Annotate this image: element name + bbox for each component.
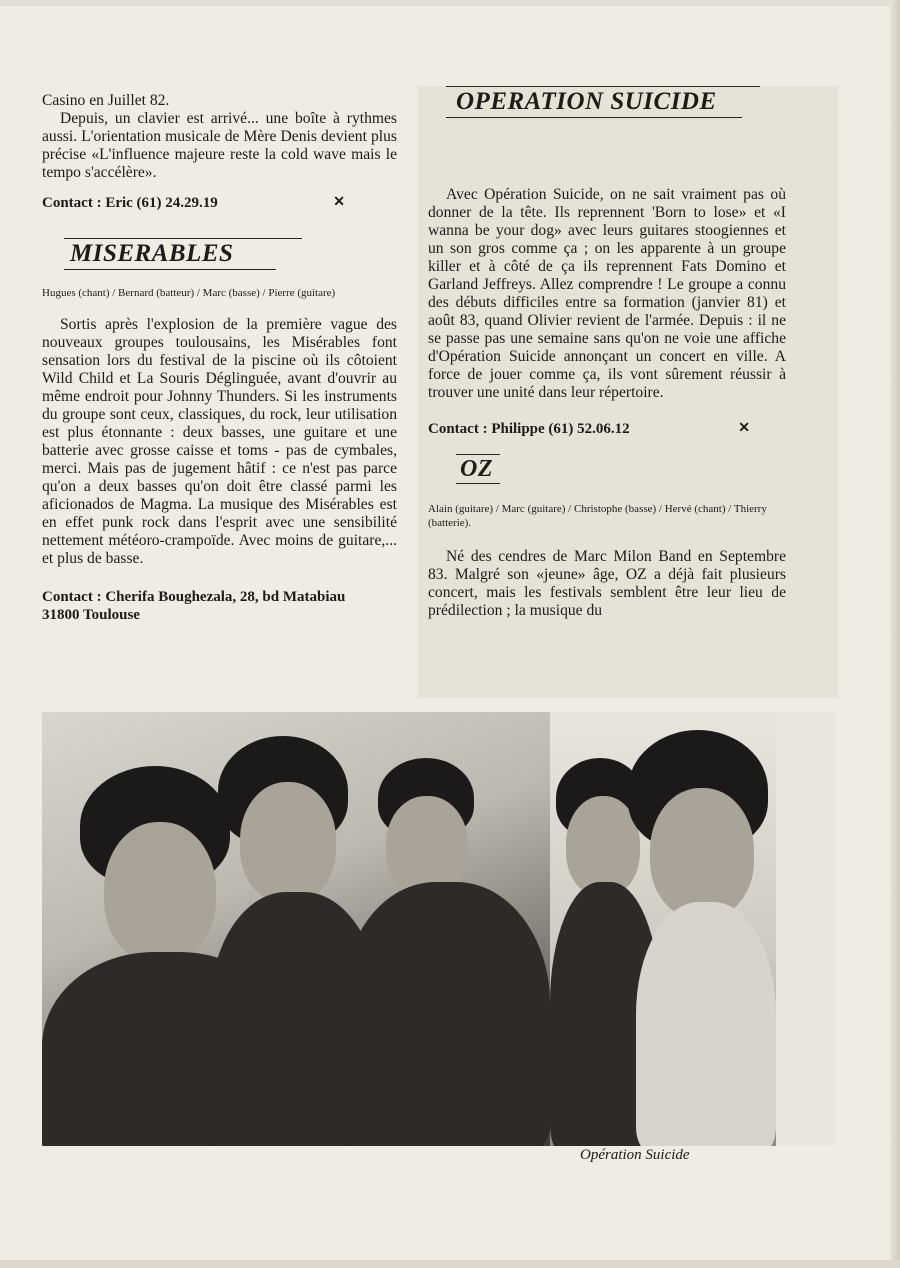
oz-members: Alain (guitare) / Marc (guitare) / Christophe (basse) / Hervé (chant) / Thierry (batterie). bbox=[428, 503, 767, 529]
contact-philippe-text: Contact : Philippe (61) 52.06.12 bbox=[428, 421, 630, 437]
oz-heading-block bbox=[428, 454, 786, 484]
photo-caption: Opération Suicide bbox=[580, 1147, 690, 1163]
band-member-face bbox=[650, 788, 754, 918]
intro-line: Casino en Juillet 82. bbox=[42, 92, 170, 109]
band-member-face bbox=[104, 822, 216, 962]
separator-mark-icon: ✕ bbox=[333, 195, 345, 210]
page-binding-edge bbox=[890, 0, 900, 1268]
photo-margin bbox=[776, 712, 836, 1146]
heading-rule-bottom bbox=[446, 117, 742, 118]
page-edge-bottom bbox=[0, 1260, 900, 1268]
band-member-body bbox=[342, 882, 550, 1146]
miserables-heading-block bbox=[42, 238, 397, 270]
oz-body: Né des cendres de Marc Milon Band en Septembre 83. Malgré son «jeune» âge, OZ a déjà fait plusieurs concert, mais les festivals semblent être leur lieu de prédilection ; la musique du bbox=[428, 548, 786, 619]
heading-rule-bottom bbox=[64, 269, 276, 270]
band-member-face bbox=[386, 796, 468, 896]
operation-heading-block bbox=[428, 86, 786, 118]
intro-paragraph: Depuis, un clavier est arrivé... une boîte à rythmes aussi. L'orientation musicale de Mère Denis devient plus précise «L'influence majeure reste la cold wave mais le tempo s'accélère». bbox=[42, 110, 397, 181]
operation-suicide-body: Avec Opération Suicide, on ne sait vraiment pas où donner de la tête. Ils reprennent 'Born to lose» et «I wanna be your dog» avec leurs guitares stoogiennes et un son gros comme ça ; on les apparente à un groupe killer et à côté de ça ils reprennent Fats Domino et Garland Jeffreys. Allez comprendre ! Le groupe a connu des débuts difficiles entre sa formation (janvier 81) et août 83, quand Olivier revient de l'armée. Depuis : il ne se passe pas une semaine sans qu'on ne voie une affiche d'Opération Suicide annonçant un concert en ville. A force de jouer comme ça, ils vont sûrement réussir à trouver une unité dans leur répertoire. bbox=[428, 186, 786, 401]
contact-cherifa-line1: Contact : Cherifa Boughezala, 28, bd Matabiau bbox=[42, 589, 346, 605]
heading-rule-bottom bbox=[456, 483, 500, 484]
contact-cherifa bbox=[42, 588, 397, 624]
miserables-title: MISERABLES bbox=[70, 240, 234, 267]
contact-eric bbox=[42, 194, 397, 212]
miserables-body: Sortis après l'explosion de la première vague des nouveaux groupes toulousains, les Misérables font sensation lors du festival de la piscine où ils côtoient Wild Child et La Souris Déglinguée, avant d'ouvrir au même endroit pour Johnny Thunders. Si les instruments du groupe sont ceux, classiques, du rock, leur utilisation est plus étonnante : deux basses, une guitare et une batterie avec grosse caisse et toms - pas de cymbales, merci. Mais pas de jugement hâtif : ce n'est pas parce qu'on a deux basses qu'on doit être classé parmi les aficionados de Magma. La musique des Misérables est en effet punk rock dans l'esprit avec une sensibilité nettement météoro-crampoïde. Avec moins de guitare,... et plus de basse. bbox=[42, 316, 397, 567]
band-member-body bbox=[636, 902, 776, 1146]
band-photo-right bbox=[550, 712, 776, 1146]
contact-eric-text: Contact : Eric (61) 24.29.19 bbox=[42, 195, 218, 211]
operation-suicide-title: OPERATION SUICIDE bbox=[456, 88, 717, 115]
separator-mark-icon: ✕ bbox=[738, 421, 750, 436]
contact-philippe bbox=[428, 420, 786, 438]
band-photo bbox=[42, 712, 550, 1146]
right-column bbox=[428, 86, 786, 620]
band-member-face bbox=[240, 782, 336, 902]
oz-title: OZ bbox=[460, 456, 493, 482]
page-edge bbox=[0, 0, 900, 6]
left-column bbox=[42, 92, 397, 624]
miserables-members: Hugues (chant) / Bernard (batteur) / Marc (basse) / Pierre (guitare) bbox=[42, 287, 336, 299]
contact-cherifa-line2: 31800 Toulouse bbox=[42, 607, 140, 623]
